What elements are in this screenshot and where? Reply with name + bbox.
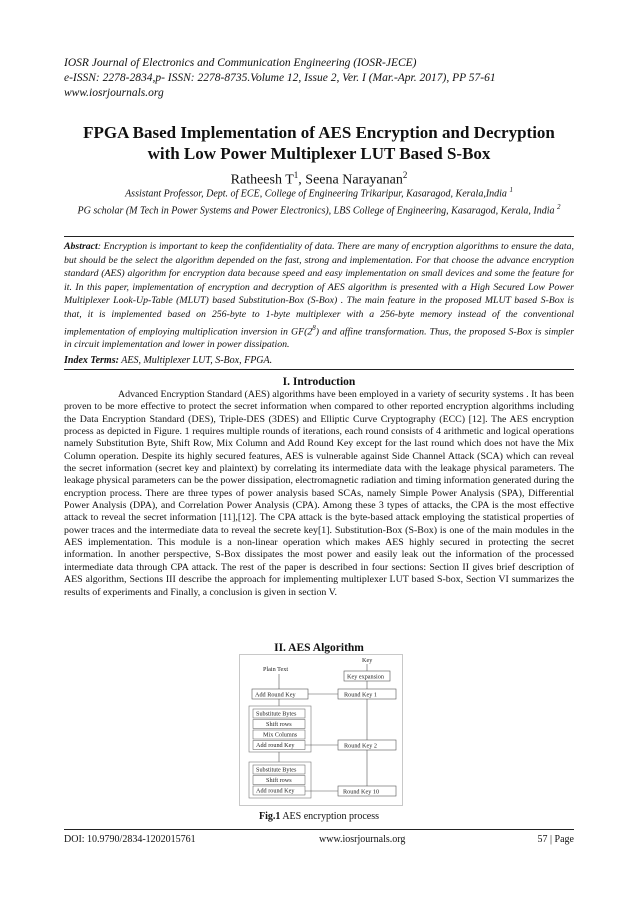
index-terms — [64, 354, 574, 367]
figure-caption-label: Fig.1 — [259, 811, 281, 822]
affiliation-2 — [60, 201, 578, 218]
abstract-label: Abstract — [64, 241, 98, 252]
author-2: Seena Narayanan — [305, 172, 403, 188]
section-2-heading: II. AES Algorithm — [274, 642, 364, 654]
fig-round-key-2-label: Round Key 2 — [344, 742, 377, 750]
fig-key-label: Key — [362, 657, 373, 664]
introduction-text: Advanced Encryption Standard (AES) algorithms have been employed in a variety of security systems . It has been proven to be more effective to protect the secret information when compared to other reported encryption algorithms including the Data Encryption Standard (DES), Triple-DES (3DES) and Elliptic Curve Cryptography (ECC) [12]. The AES encryption process as depicted in Figure. 1 requires multiple rounds of iterations, each round consists of 4 arithmetic and logical operations namely Substitution Byte, Shift Row, Mix Column and Add Round Key except for the last round which does not have the Mix Column operation. Despite its highly secured features, AES is vulnerable against Side Channel Attack (SCA) which can reveal the secret information (secret key and plaintext) by correlating its intermediate data with the leakage physical parameters. The leakage physical parameters can be the power dissipation, electromagnetic radiation and timing information generated during the encryption process. There are three types of power analysis based SCAs, namely Simple Power Analysis (SPA), Differential Power Analysis (DPA), and Correlation Power Analysis (CPA). Among these 3 types of attacks, the CPA is the most effective attack to reveal the secret information [11],[12]. The CPA attack is the byte-based attack employing the statistical properties of power traces and the intermediate data to reveal the secrete key[1]. Substitution-Box (S-Box) is one of the main modules in the AES implementation. This module is a non-linear operation which makes AES highly secured in protecting the secret information. In another perspective, S-Box dissipates the most power and easily leak out the information of the processed intermediate data through CPA attack. The rest of the paper is described in four sections: Section II gives brief description of AES algorithm, Sections III describe the approach for implementing multiplexer LUT based S-box, Section VI summarizes the results of experiments and Finally, a conclusion is given in section V. — [64, 389, 574, 598]
abstract-text: : Encryption is important to keep the confidentiality of data. There are many of encryption algorithms to ensure the data, but should be the select the algorithm depended on the fast, strong and implementation. For that choose the advance encryption standard (AES) algorithm for encryption data because speed and easy implementation on small devices and some the feature for it. In this paper, implementation of encryption and decryption of AES algorithm is presented with a High Secured Low Power Multiplexer Look-Up-Table (MLUT) based Substitution-Box (S-Box) . The main feature in the proposed MLUT based S-Box is that, it is implemented based on 256-byte to 1-byte multiplexer with a 256-byte memory instead of the conventional implementation of employing multiplication inversion in GF(2 — [64, 241, 574, 337]
journal-name: IOSR Journal of Electronics and Communication Engineering (IOSR-JECE) — [64, 57, 417, 69]
author-2-sup: 2 — [402, 170, 408, 180]
author-separator: , — [298, 172, 306, 188]
abstract — [64, 240, 574, 352]
abstract-top-rule — [64, 236, 574, 237]
journal-url: www.iosrjournals.org — [64, 87, 164, 99]
index-terms-label: Index Terms: — [64, 355, 119, 366]
index-terms-text: AES, Multiplexer LUT, S-Box, FPGA. — [118, 355, 273, 366]
footer-url: www.iosrjournals.org — [319, 834, 406, 845]
abstract-bottom-rule — [64, 369, 574, 370]
title-line-1: FPGA Based Implementation of AES Encryption and Decryption — [83, 123, 555, 142]
fig-key-expansion-label: Key expansion — [347, 673, 384, 681]
author-1-sup: 1 — [293, 170, 299, 180]
fig-add-round-key-label: Add Round Key — [255, 691, 296, 699]
author-1: Ratheesh T — [230, 172, 294, 188]
affiliation-1-text: Assistant Professor, Dept. of ECE, College of Engineering Trikaripur, Kasaragod, Kerala,India — [125, 188, 507, 200]
fig-final-shift-label: Shift rows — [266, 777, 292, 784]
introduction-paragraph — [64, 389, 574, 599]
fig-round-key-10-label: Round Key 10 — [343, 788, 380, 796]
title-line-2: with Low Power Multiplexer LUT Based S-Box — [147, 144, 491, 163]
footer-rule — [64, 829, 574, 830]
fig-mix-columns-label: Mix Columns — [263, 731, 298, 739]
section-1-heading: I. Introduction — [282, 376, 356, 388]
fig-final-substitute-label: Substitute Bytes — [256, 766, 297, 774]
journal-header — [64, 56, 584, 101]
affiliation-2-text: PG scholar (M Tech in Power Systems and Power Electronics), LBS College of Engineering, Kasaragod, Kerala, India — [77, 205, 555, 217]
affiliation-1 — [60, 184, 578, 201]
figure-caption — [64, 810, 574, 823]
affiliation-2-sup: 2 — [557, 202, 561, 211]
fig-plain-text-label: Plain Text — [263, 666, 289, 673]
aes-encryption-diagram — [239, 654, 403, 806]
fig-round-key-1-label: Round Key 1 — [344, 691, 377, 699]
figure-caption-text: AES encryption process — [280, 811, 379, 822]
fig-add-round-key-2-label: Add round Key — [256, 742, 295, 749]
fig-substitute-bytes-label: Substitute Bytes — [256, 710, 297, 718]
fig-final-add-round-key-label: Add round Key — [256, 787, 295, 795]
abstract-sup: 8 — [312, 323, 316, 332]
affiliation-1-sup: 1 — [509, 186, 513, 194]
paper-title — [40, 122, 598, 164]
footer-page-number: 57 | Page — [537, 834, 574, 845]
journal-issn: e-ISSN: 2278-2834,p- ISSN: 2278-8735.Volume 12, Issue 2, Ver. I (Mar.-Apr. 2017), PP 57-61 — [64, 72, 496, 84]
fig-shift-rows-label: Shift rows — [266, 721, 292, 728]
footer-doi: DOI: 10.9790/2834-1202015761 — [64, 834, 196, 845]
affiliations — [60, 184, 578, 218]
abstract-text-end: ) and affine transformation. Thus, the proposed S-Box is simpler in circuit implementation and lower in power dissipation. — [64, 325, 575, 351]
